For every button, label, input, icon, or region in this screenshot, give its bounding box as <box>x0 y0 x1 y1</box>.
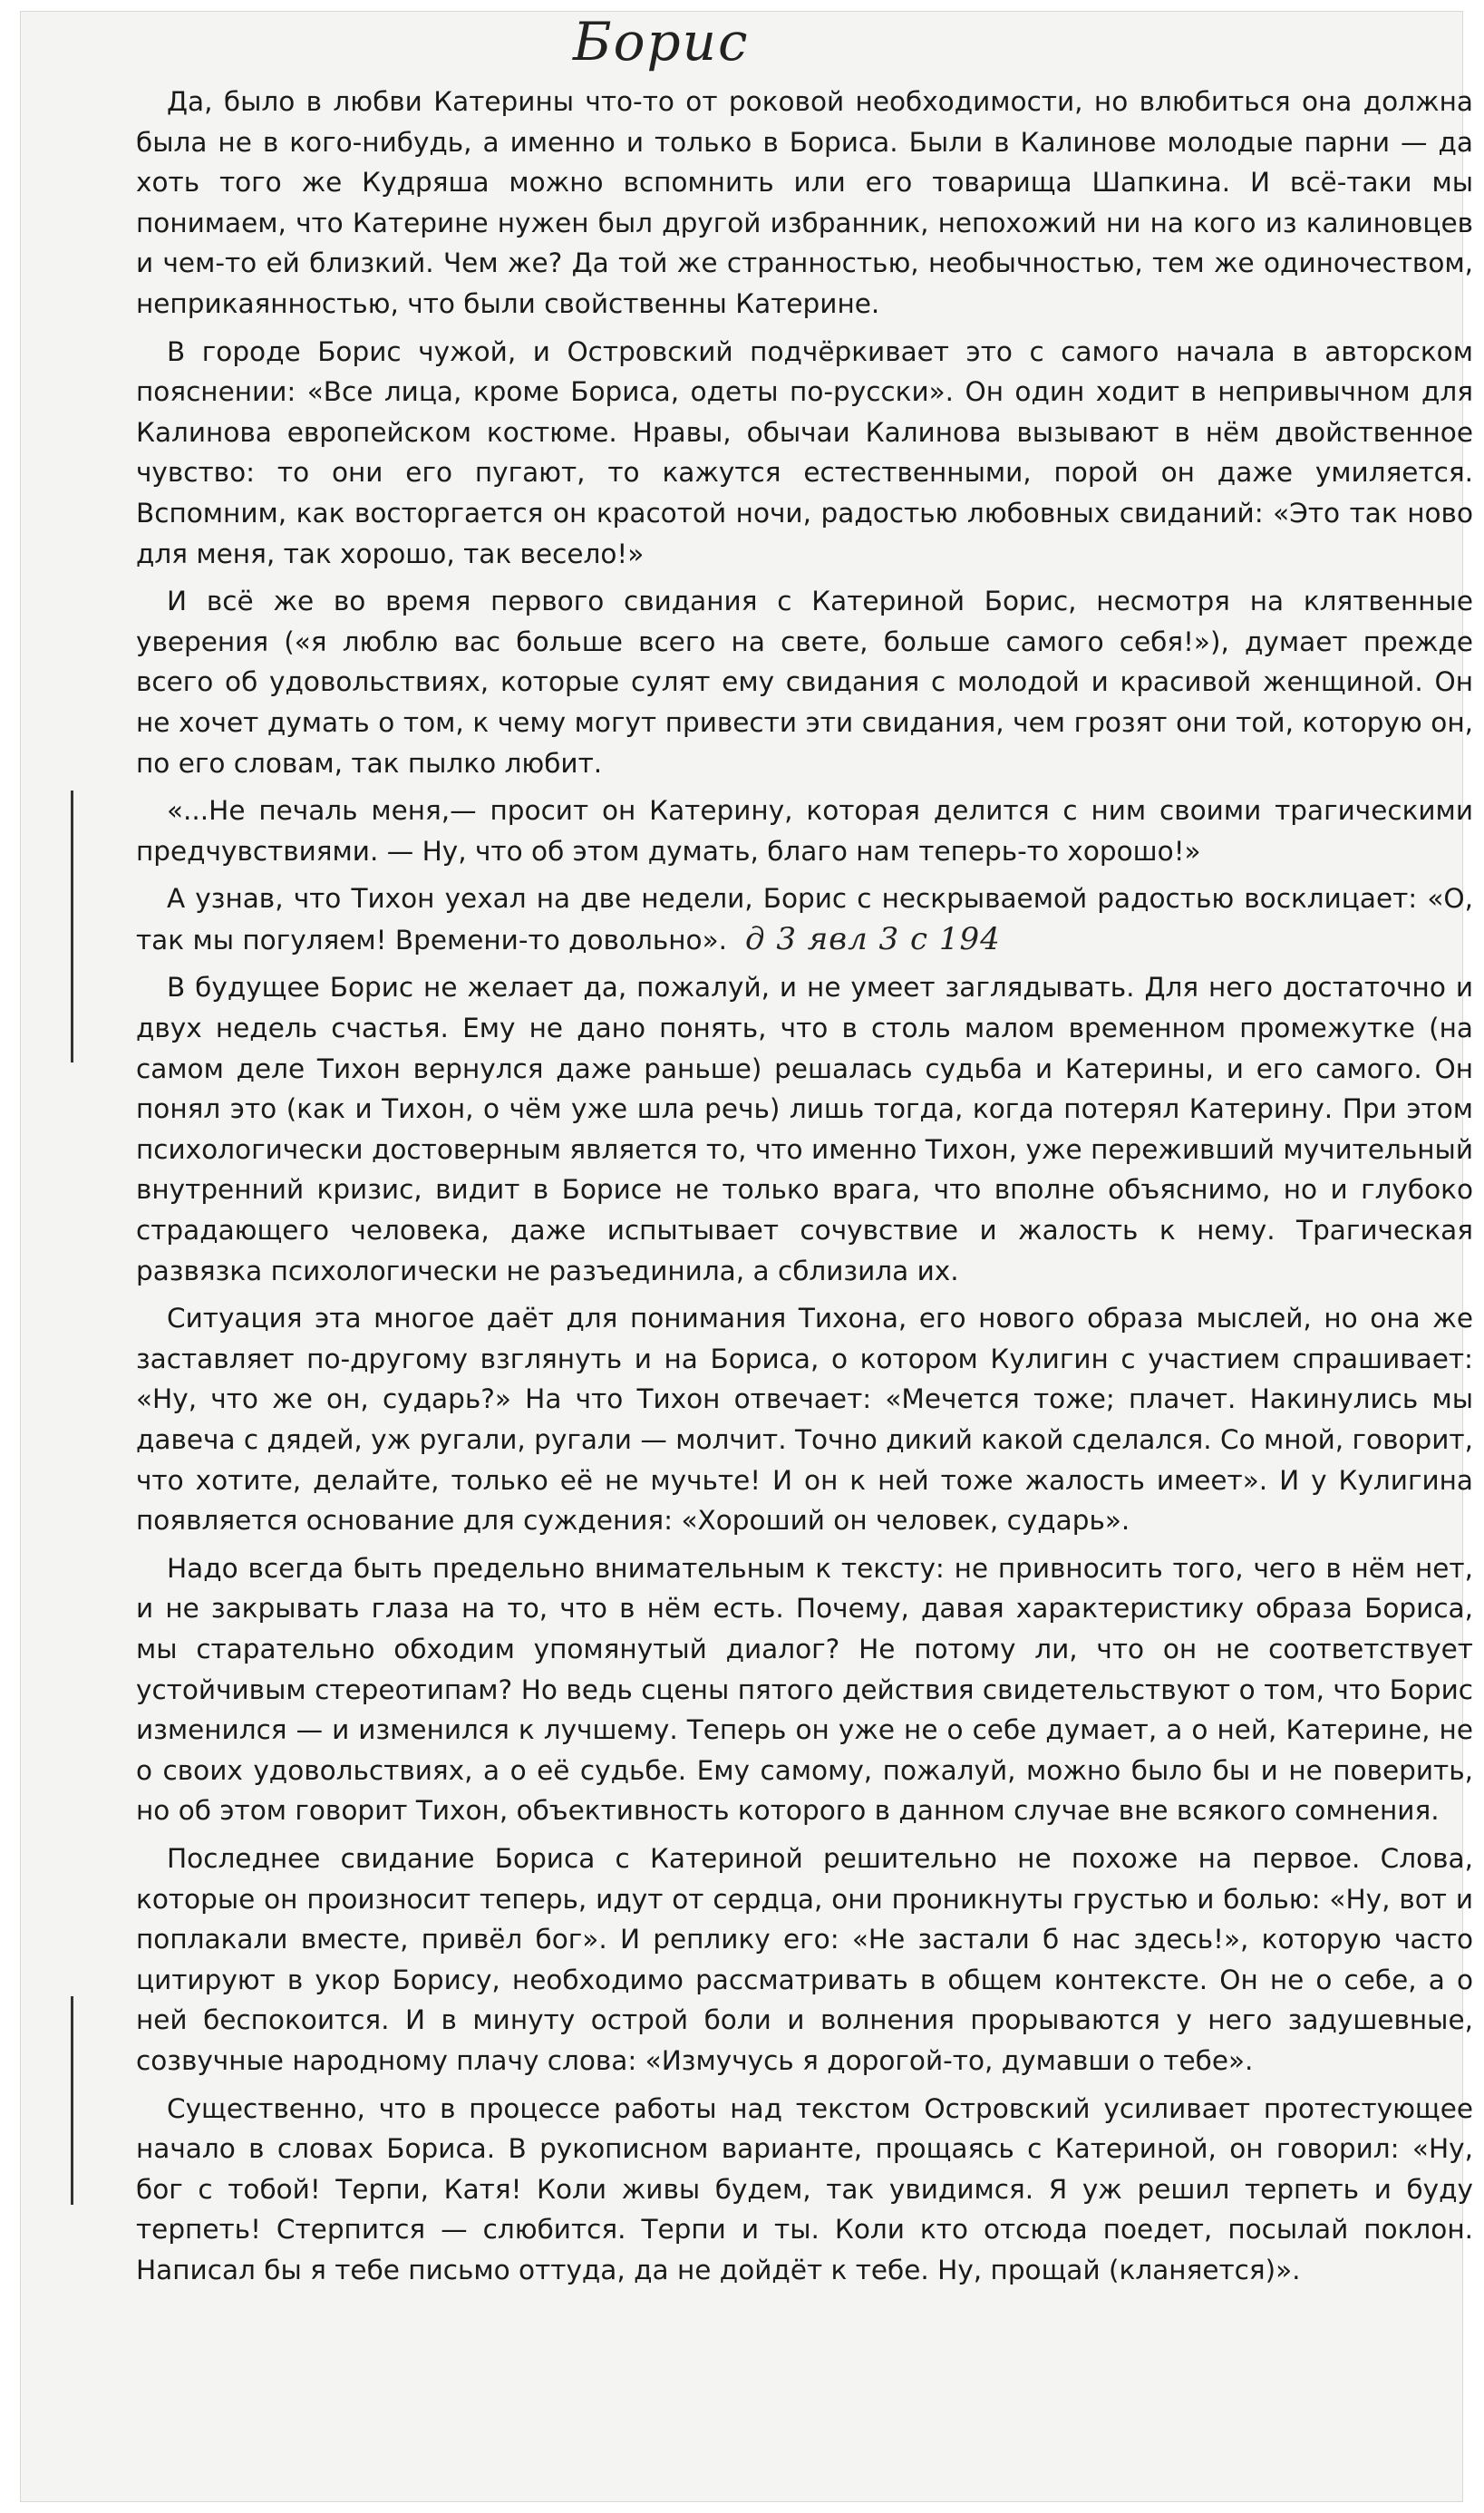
margin-mark-bar <box>71 791 73 1062</box>
paragraph: В будущее Борис не желает да, пожалуй, и не умеет заглядывать. Для него достаточно и двух недель счастья. Ему не дано понять, что в столь малом временном промежутке (на самом деле Тихон вернулся даже раньше) решалась судьба и Катерины, и его самого. Он понял это (как и Тихон, о чём уже шла речь) лишь тогда, когда потерял Катерину. При этом психологически достоверным является то, что именно Тихон, уже переживший мучительный внутренний кризис, видит в Борисе не только врага, что вполне объяснимо, но и глубоко страдающего человека, даже испытывает сочувствие и жалость к нему. Трагическая развязка психологически не разъединила, а сблизила их. <box>136 972 1473 1286</box>
paragraph: Существенно, что в процессе работы над текстом Островский усиливает протестующее начало в словах Бориса. В рукописном варианте, прощаясь с Катериной, он говорил: «Ну, бог с тобой! Терпи, Катя! Коли живы будем, так увидимся. Я уж решил терпеть и буду терпеть! Стерпится — слюбится. Терпи и ты. Коли кто отсюда поедет, посылай поклон. Написал бы я тебе письмо оттуда, да не дойдёт к тебе. Ну, прощай (кланяется)». <box>136 2092 1473 2285</box>
scanned-page <box>20 11 1473 2502</box>
handwritten-note: д 3 явл 3 с 194 <box>745 920 1001 957</box>
margin-mark-bar <box>71 1996 73 2205</box>
body-text <box>136 82 1473 2290</box>
paragraph: В городе Борис чужой, и Островский подчёркивает это с самого начала в авторском пояснении: «Все лица, кроме Бориса, одеты по-русски». Он один ходит в непривычном для Калинова европейском костюме. Нравы, обычаи Калинова вызывают в нём двойственное чувство: то они его пугают, то кажутся естественными, порой он даже умиляется. Вспомним, как восторгается он красотой ночи, радостью любовных свиданий: «Это так ново для меня, так хорошо, так весело!» <box>136 335 1473 569</box>
handwritten-title: Борис <box>573 11 750 73</box>
paragraph-text: А узнав, что Тихон уехал на две недели, Борис с нескрываемой радостью восклицает: «О, так мы погуляем! Времени-то довольно». <box>136 883 1473 956</box>
paragraph: Последнее свидание Бориса с Катериной решительно не похоже на первое. Слова, которые он произносит теперь, идут от сердца, они проникнуты грустью и болью: «Ну, вот и поплакали вместе, привёл бог». И реплику его: «Не застали б нас здесь!», которую часто цитируют в укор Борису, необходимо рассматривать в общем контексте. Он не о себе, а о ней беспокоится. И в минуту острой боли и волнения прорываются у него задушевные, созвучные народному плачу слова: «Измучусь я дорогой-то, думавши о тебе». <box>136 1842 1473 2076</box>
paragraph: И всё же во время первого свидания с Катериной Борис, несмотря на клятвенные уверения («я люблю вас больше всего на свете, больше самого себя!»), думает прежде всего об удовольствиях, которые сулят ему свидания с молодой и красивой женщиной. Он не хочет думать о том, к чему могут привести эти свидания, чем грозят они той, которую он, по его словам, так пылко любит. <box>136 586 1473 779</box>
paragraph: Ситуация эта многое даёт для понимания Тихона, его нового образа мыслей, но она же заставляет по-другому взглянуть и на Бориса, о котором Кулигин с участием спрашивает: «Ну, что же он, сударь?» На что Тихон отвечает: «Мечется тоже; плачет. Накинулись мы давеча с дядей, уж ругали, ругали — молчит. Точно дикий какой сделался. Со мной, говорит, что хотите, делайте, только её не мучьте! И он к ней тоже жалость имеет». И у Кулигина появляется основание для суждения: «Хороший он человек, сударь». <box>136 1303 1473 1537</box>
paragraph: Надо всегда быть предельно внимательным к тексту: не привносить того, чего в нём нет, и не закрывать глаза на то, что в нём есть. Почему, давая характеристику образа Бориса, мы старательно обходим упомянутый диалог? Не потому ли, что он не соответствует устойчивым стереотипам? Но ведь сцены пятого действия свидетельствуют о том, что Борис изменился — и изменился к лучшему. Теперь он уже не о себе думает, а о ней, Катерине, не о своих удовольствиях, а о её судьбе. Ему самому, пожалуй, можно было бы и не поверить, но об этом говорит Тихон, объективность которого в данном случае вне всякого сомнения. <box>136 1552 1473 1827</box>
paragraph: Да, было в любви Катерины что-то от роковой необходимости, но влюбиться она должна была не в кого-нибудь, а именно и только в Бориса. Были в Калинове молодые парни — да хоть того же Кудряша можно вспомнить или его товарища Шапкина. И всё-таки мы понимаем, что Катерине нужен был другой избранник, непохожий ни на кого из калиновцев и чем-то ей близкий. Чем же? Да той же странностью, необычностью, тем же одиночеством, неприкаянностью, что были свойственны Катерине. <box>136 86 1473 319</box>
paragraph-with-note <box>136 878 1473 960</box>
paragraph: «...Не печаль меня,— просит он Катерину, которая делится с ним своими трагическими предчувствиями. — Ну, что об этом думать, благо нам теперь-то хорошо!» <box>136 795 1473 867</box>
